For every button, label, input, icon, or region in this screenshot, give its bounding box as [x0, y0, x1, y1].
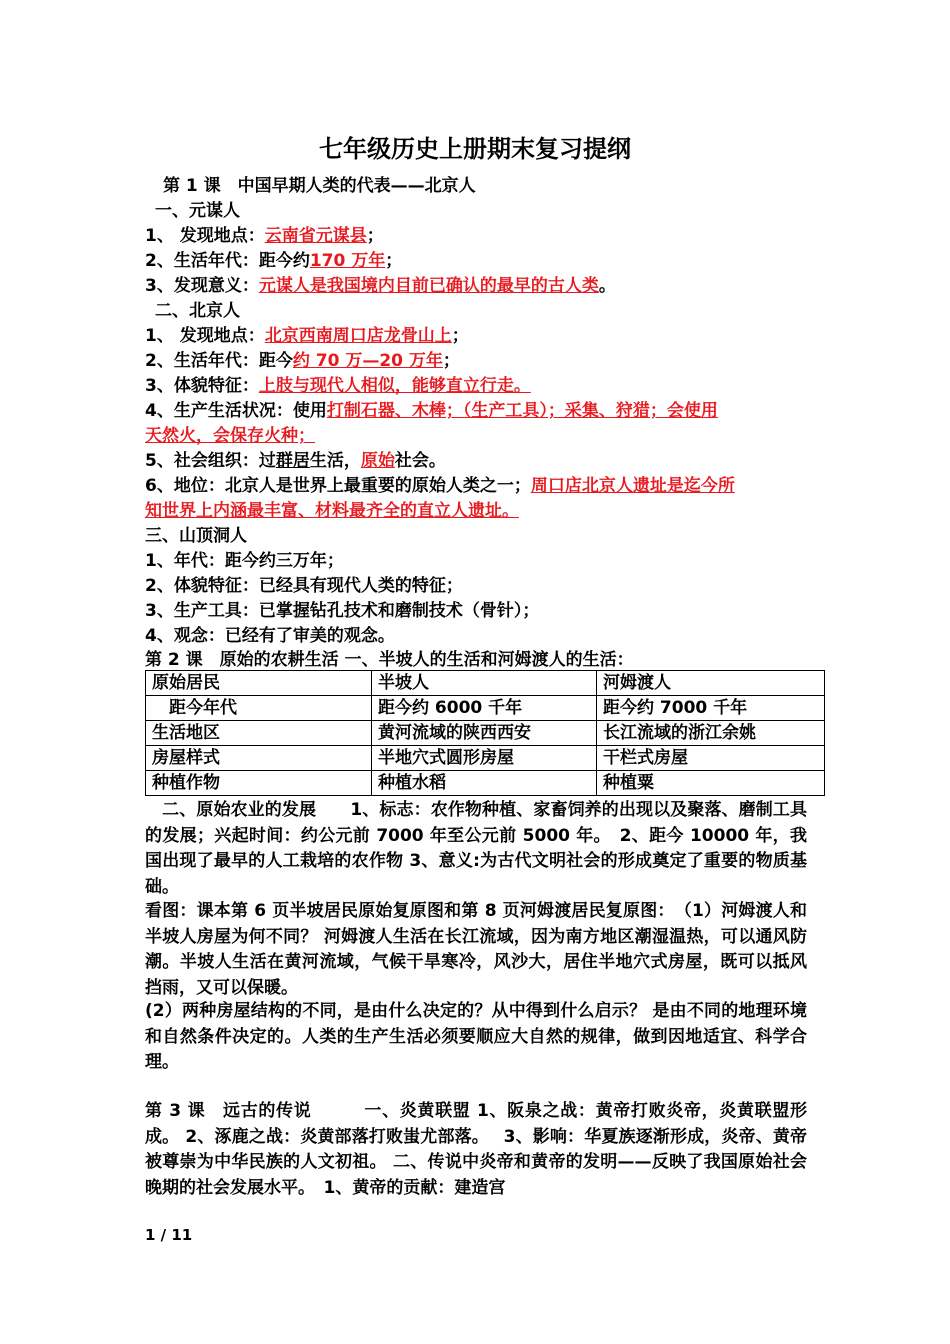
- lesson2-paragraph-reason: (2）两种房屋结构的不同，是由什么决定的？从中得到什么启示？ 是由不同的地理环境和自然条件决定的。人类的生产生活必须要顺应大自然的规律，做到因地适宜、科学合理。: [145, 1001, 807, 1072]
- table-cell: 距今约 7000 千年: [597, 696, 825, 721]
- shanding-line-1: 1、年代：距今约三万年；: [145, 551, 344, 571]
- table-cell: 距今约 6000 千年: [372, 696, 597, 721]
- lesson2-paragraph-agriculture: 二、原始农业的发展 1、标志：农作物种植、家畜饲养的出现以及聚落、磨制工具的发展；兴起时间：约公元前 7000 年至公元前 5000 年。 2、距今 10000 年，我国出现了最早的人工栽培的农作物 3、意义:为古代文明社会的形成奠定了重要的物质基础。: [145, 800, 807, 897]
- beijing-line-1: [145, 324, 469, 349]
- text: 2、生活年代：距今约: [145, 251, 310, 271]
- answer-highlight: 原始: [360, 451, 395, 471]
- answer-highlight: 周口店北京人遗址是迄今所: [530, 476, 735, 496]
- yuanmou-line-3: [145, 274, 616, 299]
- table-cell: 河姆渡人: [597, 671, 825, 696]
- text: 生活，: [309, 451, 361, 471]
- table-cell: 种植粟: [597, 771, 825, 796]
- text: 6、地位：北京人是世界上最重要的原始人类之一；: [145, 476, 531, 496]
- answer-highlight: 云南省元谋县: [264, 226, 367, 246]
- answer-highlight: 约 70 万—20 万年: [292, 351, 443, 371]
- text: ；: [451, 326, 469, 346]
- shanding-line-2: 2、体貌特征：已经具有现代人类的特征；: [145, 576, 463, 596]
- beijing-line-6-cont: [145, 499, 519, 524]
- document-title: 七年级历史上册期末复习提纲: [319, 135, 631, 163]
- table-cell: 黄河流域的陕西西安: [372, 721, 597, 746]
- text: ；: [442, 351, 460, 371]
- table-cell: 房屋样式: [146, 746, 372, 771]
- comparison-table: [145, 670, 825, 796]
- lesson2-heading: 第 2 课 原始的农耕生活 一、半坡人的生活和河姆渡人的生活：: [145, 650, 634, 670]
- table-cell: 距今年代: [146, 696, 372, 721]
- beijing-line-3: [145, 374, 531, 399]
- beijing-heading: 二、北京人: [155, 301, 240, 321]
- text: 1、 发现地点：: [145, 326, 265, 346]
- yuanmou-heading: 一、元谋人: [155, 201, 240, 221]
- beijing-line-2: [145, 349, 460, 374]
- shanding-heading: 三、山顶洞人: [145, 526, 247, 546]
- table-cell: 半地穴式圆形房屋: [372, 746, 597, 771]
- table-cell: 半坡人: [372, 671, 597, 696]
- lesson2-paragraph-houses: 看图：课本第 6 页半坡居民原始复原图和第 8 页河姆渡居民复原图： （1）河姆渡人和半坡人房屋为何不同？ 河姆渡人生活在长江流域，因为南方地区潮湿温热，可以通风防潮。半坡人生活在黄河流域，气候干旱寒冷，风沙大，居住半地穴式房屋，既可以抵风挡雨，又可以保暖。: [145, 901, 807, 998]
- table-cell: 长江流域的浙江余姚: [597, 721, 825, 746]
- beijing-line-4: [145, 399, 718, 424]
- beijing-line-4-cont: [145, 424, 315, 449]
- table-cell: 种植作物: [146, 771, 372, 796]
- shanding-line-4: 4、观念：已经有了审美的观念。: [145, 626, 395, 646]
- answer-highlight: 知世界上内涵最丰富、材料最齐全的直立人遗址。: [145, 501, 519, 521]
- text: 2、生活年代：距今: [145, 351, 293, 371]
- table-row: [146, 721, 825, 746]
- shanding-line-3: 3、生产工具：已掌握钻孔技术和磨制技术（骨针）；: [145, 601, 540, 621]
- text: 1、 发现地点：: [145, 226, 265, 246]
- table-row: [146, 671, 825, 696]
- table-cell: 原始居民: [146, 671, 372, 696]
- beijing-line-6: [145, 474, 735, 499]
- yuanmou-line-1: [145, 224, 384, 249]
- answer-highlight: 170 万年: [309, 251, 386, 271]
- text: ；: [366, 226, 384, 246]
- beijing-line-5: [145, 449, 446, 474]
- yuanmou-line-2: [145, 249, 402, 274]
- lesson1-heading: 第 1 课 中国早期人类的代表——北京人: [163, 176, 476, 196]
- text: ；: [385, 251, 403, 271]
- table-cell: 种植水稻: [372, 771, 597, 796]
- table-row: [146, 696, 825, 721]
- table-cell: 生活地区: [146, 721, 372, 746]
- lesson3-paragraph: 第 3 课 远古的传说 一、炎黄联盟 1、阪泉之战：黄帝打败炎帝，炎黄联盟形成。 2、涿鹿之战：炎黄部落打败蚩尤部落。 3、影响：华夏族逐渐形成，炎帝、黄帝被尊崇为中华民族的人文初祖。 二、传说中炎帝和黄帝的发明——反映了我国原始社会晚期的社会发展水平。 1、黄帝的贡献：建造宫: [145, 1101, 807, 1198]
- answer-highlight: 上肢与现代人相似，能够直立行走。: [258, 376, 531, 396]
- text: 3、体貌特征：: [145, 376, 259, 396]
- answer-underline: 群居: [275, 451, 310, 471]
- table-row: [146, 771, 825, 796]
- table-cell: 干栏式房屋: [597, 746, 825, 771]
- text: 。: [598, 276, 616, 296]
- answer-highlight: 元谋人是我国境内目前已确认的最早的古人类: [258, 276, 599, 296]
- text: 社会。: [394, 451, 446, 471]
- answer-highlight: 打制石器、木棒；（生产工具）；采集、狩猎；会使用: [326, 401, 718, 421]
- table-row: [146, 746, 825, 771]
- page-number: 1 / 11: [145, 1226, 193, 1244]
- answer-highlight: 北京西南周口店龙骨山上: [264, 326, 452, 346]
- text: 4、生产生活状况：使用: [145, 401, 327, 421]
- text: 3、发现意义：: [145, 276, 259, 296]
- answer-highlight: 天然火，会保存火种；: [145, 426, 315, 446]
- text: 5、社会组织：过: [145, 451, 276, 471]
